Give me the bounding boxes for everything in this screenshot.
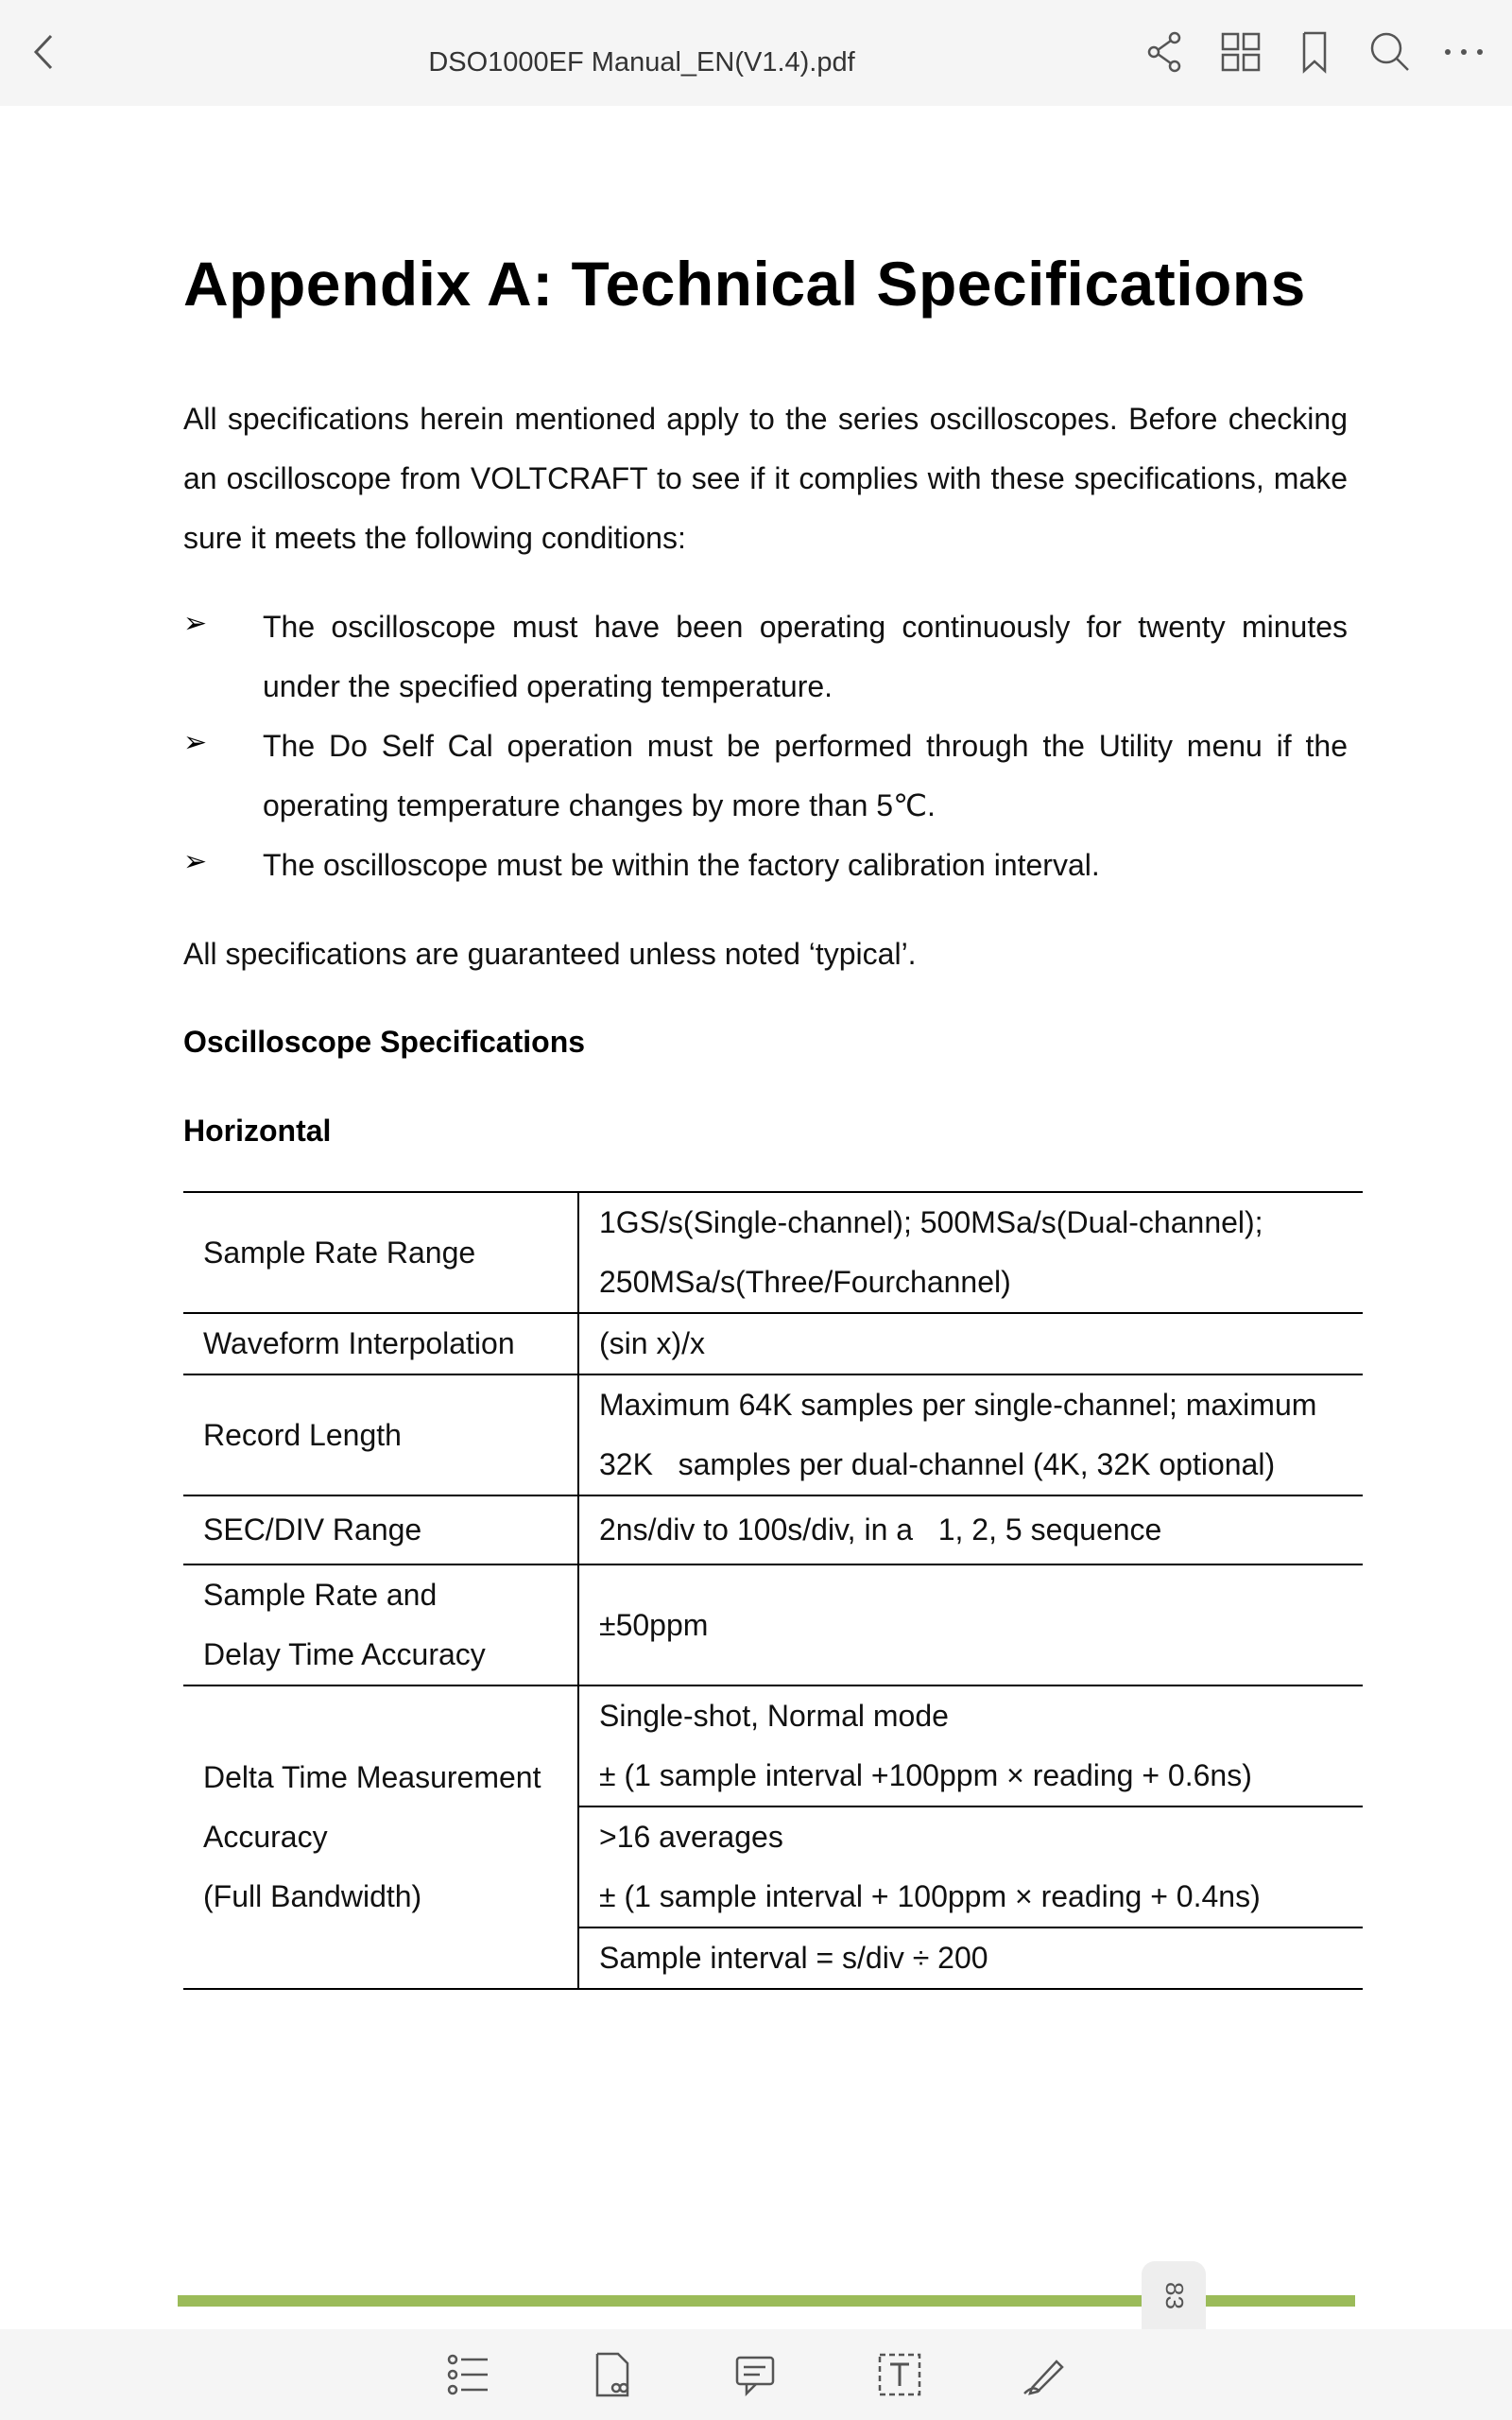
table-cell-label (183, 1685, 578, 1989)
bullet-item: The oscilloscope must be within the factory calibration interval. (263, 848, 1100, 882)
more-icon[interactable] (1440, 28, 1487, 76)
table-cell-value (578, 1806, 1363, 1927)
table-cell-value: (sin x)/x (578, 1313, 1363, 1374)
bullet-marker: ➢ (183, 727, 208, 758)
bullet-marker: ➢ (183, 846, 208, 877)
bullet-marker: ➢ (183, 608, 208, 639)
text-select-icon[interactable] (875, 2350, 924, 2399)
table-cell-value: ±50ppm (578, 1564, 1363, 1685)
bullet-item: The oscilloscope must have been operating continuously for twenty minutes under the specified operating temperature. (263, 610, 1348, 703)
value-line: Single-shot, Normal mode (599, 1699, 949, 1733)
page-heading: Appendix A: Technical Specifications (183, 249, 1306, 319)
value-line: 32K samples per dual-channel (4K, 32K optional) (599, 1447, 1276, 1481)
page-jump-tab[interactable] (1142, 2261, 1206, 2329)
label-line: Accuracy (203, 1820, 328, 1854)
table-cell-label: SEC/DIV Range (183, 1495, 578, 1564)
value-line: ± (1 sample interval +100ppm × reading + 0.6ns) (599, 1758, 1252, 1792)
guarantee-paragraph: All specifications are guaranteed unless noted ‘typical’. (183, 937, 917, 971)
table-row (183, 1192, 1363, 1313)
value-line: 1GS/s(Single-channel); 500MSa/s(Dual-channel); (599, 1205, 1263, 1239)
table-row (183, 1564, 1363, 1685)
grid-icon[interactable] (1217, 28, 1264, 76)
top-bar (0, 0, 1512, 106)
table-row (183, 1685, 1363, 1806)
section-title: Oscilloscope Specifications (183, 1025, 586, 1059)
table-row (183, 1313, 1363, 1374)
comment-icon[interactable] (731, 2350, 781, 2399)
bullet-item: The Do Self Cal operation must be performed through the Utility menu if the operating temperature changes by more than 5℃. (263, 729, 1348, 822)
label-line: (Full Bandwidth) (203, 1879, 422, 1913)
label-line: Sample Rate and (203, 1578, 438, 1612)
horizontal-spec-table (183, 1191, 1363, 1990)
page-jump-label: 83 (1160, 2281, 1189, 2309)
outline-icon[interactable] (444, 2350, 493, 2399)
table-cell-label (183, 1564, 578, 1685)
bookmark-icon[interactable] (1291, 28, 1338, 76)
table-cell-label: Sample Rate Range (183, 1192, 578, 1313)
document-title: DSO1000EF Manual_EN(V1.4).pdf (428, 47, 855, 78)
document-view-icon[interactable] (588, 2350, 637, 2399)
label-line: Delay Time Accuracy (203, 1637, 486, 1671)
table-cell-value (578, 1685, 1363, 1806)
table-cell-value (578, 1192, 1363, 1313)
share-icon[interactable] (1142, 28, 1189, 76)
table-cell-label: Waveform Interpolation (183, 1313, 578, 1374)
table-cell-value: Sample interval = s/div ÷ 200 (578, 1927, 1363, 1989)
value-line: Maximum 64K samples per single-channel; maximum (599, 1388, 1317, 1422)
bottom-toolbar (0, 2329, 1512, 2420)
table-row (183, 1374, 1363, 1495)
table-cell-value (578, 1374, 1363, 1495)
pdf-page (0, 106, 1512, 2327)
value-line: ± (1 sample interval + 100ppm × reading + 0.4ns) (599, 1879, 1261, 1913)
table-cell-label: Record Length (183, 1374, 578, 1495)
table-cell-value: 2ns/div to 100s/div, in a 1, 2, 5 sequence (578, 1495, 1363, 1564)
search-icon[interactable] (1366, 28, 1414, 76)
label-line: Delta Time Measurement (203, 1760, 541, 1794)
value-line: 250MSa/s(Three/Fourchannel) (599, 1265, 1011, 1299)
signature-icon[interactable] (1019, 2350, 1068, 2399)
value-line: >16 averages (599, 1820, 783, 1854)
intro-paragraph: All specifications herein mentioned apply to the series oscilloscopes. Before checking an oscilloscope from VOLTCRAFT to see if it complies with these specifications, make sure it meets the following conditions: (183, 402, 1348, 555)
subsection-title: Horizontal (183, 1114, 332, 1148)
table-row (183, 1495, 1363, 1564)
